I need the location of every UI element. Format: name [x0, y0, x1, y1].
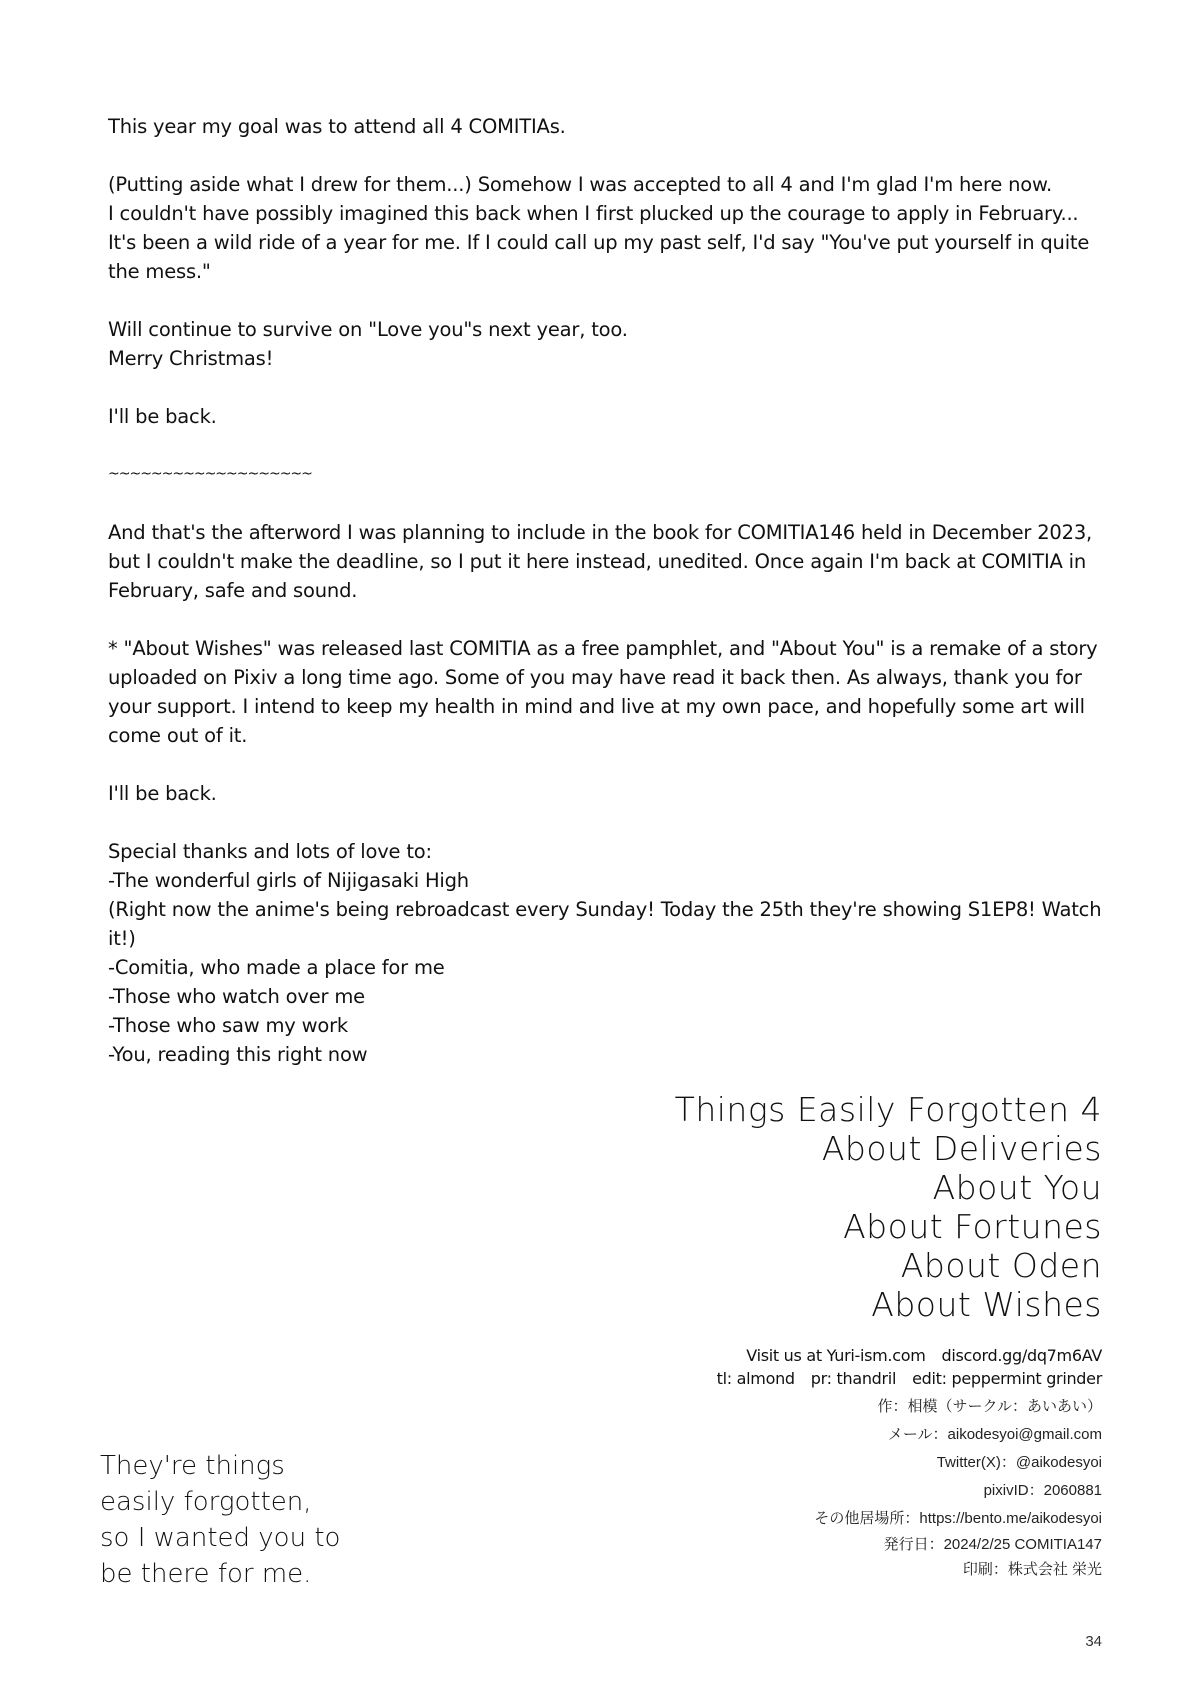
afterword-paragraph: [108, 315, 1108, 373]
note-line: be there for me.: [100, 1559, 312, 1589]
text-line: Will continue to survive on "Love you"s next year, too.: [108, 318, 628, 341]
author-info: [814, 1393, 1102, 1533]
story-title: About Fortunes: [843, 1207, 1102, 1246]
staff-line: [717, 1367, 1102, 1390]
publication-info: [884, 1532, 1102, 1582]
book-title: Things Easily Forgotten 4: [674, 1090, 1102, 1129]
afterword-paragraph: This year my goal was to attend all 4 COMITIAs.: [108, 115, 566, 138]
thanks-line: -The wonderful girls of Nijigasaki High: [108, 869, 469, 892]
author-twitter: Twitter(X)：@aikodesyoi: [936, 1454, 1102, 1471]
printer: 印刷：株式会社 栄光: [962, 1561, 1102, 1578]
story-title: About You: [932, 1168, 1102, 1207]
thanks-line: Special thanks and lots of love to:: [108, 840, 432, 863]
author-pixiv: pixivID：2060881: [983, 1482, 1102, 1499]
thanks-line: -Those who saw my work: [108, 1014, 349, 1037]
website-text: Visit us at Yuri-ism.com: [746, 1346, 926, 1365]
author-other-link: その他居場所：https://bento.me/aikodesyoi: [814, 1510, 1102, 1527]
translator-credit: tl: almond: [716, 1369, 795, 1388]
thanks-line: -You, reading this right now: [108, 1043, 368, 1066]
note-line: They're things: [100, 1451, 285, 1481]
author-name: 作：相模（サークル：あいあい）: [877, 1398, 1102, 1415]
scanlation-credits: [717, 1344, 1102, 1390]
story-title: About Deliveries: [821, 1129, 1102, 1168]
note-line: so I wanted you to: [100, 1523, 341, 1553]
note-line: easily forgotten,: [100, 1487, 312, 1517]
editor-credit: edit: peppermint grinder: [912, 1369, 1102, 1388]
text-line: (Putting aside what I drew for them...) Somehow I was accepted to all 4 and I'm glad I'm here now.: [108, 173, 1052, 196]
proofreader-credit: pr: thandril: [810, 1369, 897, 1388]
visit-line: [717, 1344, 1102, 1367]
story-title: About Wishes: [871, 1285, 1102, 1324]
afterword-paragraph: I'll be back.: [108, 405, 217, 428]
special-thanks: [108, 837, 1108, 1069]
afterword-paragraph: I'll be back.: [108, 782, 217, 805]
afterword-paragraph: [108, 170, 1108, 286]
afterword-text: [108, 112, 1108, 1098]
thanks-line: (Right now the anime's being rebroadcast every Sunday! Today the 25th they're showing S1EP8! Watch it!): [108, 898, 1102, 950]
thanks-line: -Comitia, who made a place for me: [108, 956, 445, 979]
handwritten-note: [100, 1448, 340, 1592]
page-number: 34: [1085, 1633, 1102, 1650]
afterword-paragraph: And that's the afterword I was planning to include in the book for COMITIA146 held in December 2023, but I couldn't make the deadline, so I put it here instead, unedited. Once again I'm back at COMITIA in February, safe and sound.: [108, 521, 1093, 602]
afterword-paragraph: * "About Wishes" was released last COMITIA as a free pamphlet, and "About You" is a remake of a story uploaded on Pixiv a long time ago. Some of you may have read it back then. As always, thank you for your support. I intend to keep my health in mind and live at my own pace, and hopefully some art will come out of it.: [108, 637, 1098, 747]
thanks-line: -Those who watch over me: [108, 985, 365, 1008]
text-line: Merry Christmas!: [108, 347, 274, 370]
publish-date: 発行日：2024/2/25 COMITIA147: [883, 1536, 1102, 1553]
author-email: メール：aikodesyoi@gmail.com: [887, 1426, 1102, 1443]
story-title: About Oden: [900, 1246, 1102, 1285]
text-line: I couldn't have possibly imagined this back when I first plucked up the courage to apply in February... It's been a wild ride of a year for me. If I could call up my past self, I'd say "You've put yourself in quite the mess.": [108, 202, 1090, 283]
divider: ~~~~~~~~~~~~~~~~~~~: [108, 466, 312, 482]
story-titles: [675, 1090, 1102, 1324]
discord-text: discord.gg/dq7m6AV: [941, 1346, 1102, 1365]
